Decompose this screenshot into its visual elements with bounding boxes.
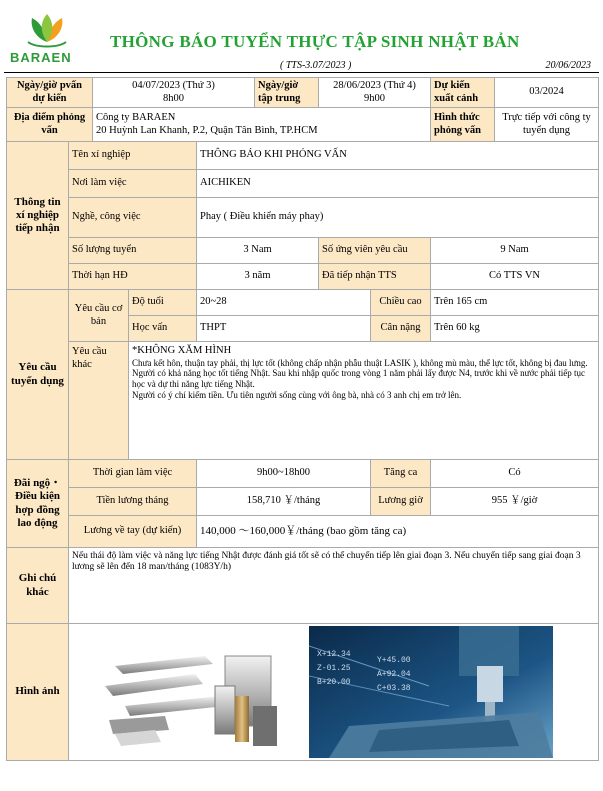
other-requirements-cell (129, 342, 599, 460)
quantity-label: Số lượng tuyển (69, 238, 197, 264)
net-salary-label: Lương về tay (dự kiến) (69, 516, 197, 548)
header (0, 0, 603, 76)
interview-form-value: Trực tiếp với công ty tuyển dụng (495, 108, 599, 142)
workplace-label: Nơi làm việc (69, 170, 197, 198)
gather-time: 9h00 (364, 92, 386, 104)
company-name-label: Tên xí nghiệp (69, 142, 197, 170)
no-tattoo-requirement: *KHÔNG XĂM HÌNH (132, 345, 232, 356)
page-title: THÔNG BÁO TUYỂN THỰC TẬP SINH NHẬT BẢN (110, 32, 520, 51)
height-label: Chiều cao (371, 290, 431, 316)
basic-requirements-label: Yêu cầu cơ bản (69, 290, 129, 342)
monthly-salary-value: 158,710 ￥/tháng (197, 488, 371, 516)
age-label: Độ tuổi (129, 290, 197, 316)
education-value: THPT (197, 316, 371, 342)
recruitment-table (6, 77, 599, 761)
interview-date-label: Ngày/giờ pvấn dự kiến (7, 78, 93, 108)
contract-value: 3 năm (197, 264, 319, 290)
company-name-value: THÔNG BÁO KHI PHỎNG VẤN (197, 142, 599, 170)
job-label: Nghề, công việc (69, 198, 197, 238)
images-container (71, 626, 596, 758)
notes-section-label: Ghi chú khác (7, 548, 69, 624)
language-requirement: Người có khả năng học tốt tiếng Nhật. Sau khi nhập quốc trong vòng 1 năm phải lấy được N4, trước khi về nước phải tiếp tục học và dự thi năng lực tiếng Nhật. (132, 368, 585, 390)
height-value: Trên 165 cm (431, 290, 599, 316)
images-section-label: Hình ảnh (7, 624, 69, 761)
received-value: Có TTS VN (431, 264, 599, 290)
monthly-salary-label: Tiền lương tháng (69, 488, 197, 516)
age-value: 20~28 (197, 290, 371, 316)
cnc-readout-text: A+92.04 (377, 670, 411, 679)
interview-place-label: Địa điểm phỏng vấn (7, 108, 93, 142)
motivation-requirement: Người có ý chí kiếm tiền. Ưu tiên người sống cùng với ông bà, nhà có 3 anh chị em trở lên. (132, 389, 462, 400)
overtime-value: Có (431, 460, 599, 488)
job-value: Phay ( Điều khiển máy phay) (197, 198, 599, 238)
header-divider (4, 72, 599, 73)
steel-bars-image (85, 626, 293, 758)
weight-label: Cân nặng (371, 316, 431, 342)
education-label: Học vấn (129, 316, 197, 342)
gather-date-cell (319, 78, 431, 108)
requirements-section-label: Yêu cầu tuyển dụng (7, 290, 69, 460)
exit-value: 03/2024 (495, 78, 599, 108)
cnc-readout-text: B+20.00 (317, 678, 351, 687)
health-requirement: Chưa kết hôn, thuận tay phải, thị lực tốt (không chấp nhận phẫu thuật LASIK ), không mù màu, thể lực tốt, không bị đau lưng. (132, 357, 588, 368)
overtime-label: Tăng ca (371, 460, 431, 488)
cnc-readout-text: X+12.34 (317, 650, 351, 659)
interview-place-address: 20 Huỳnh Lan Khanh, P.2, Quận Tân Bình, TP.HCM (96, 124, 318, 136)
interview-place-cell (93, 108, 431, 142)
hourly-wage-label: Lương giờ (371, 488, 431, 516)
net-salary-value: 140,000 ～160,000￥/tháng (bao gồm tăng ca) (197, 516, 599, 548)
benefits-section-label: Đãi ngộ・Điều kiện hợp đồng lao động (7, 460, 69, 548)
cnc-readout-text: Z-01.25 (317, 664, 351, 673)
workplace-value: AICHIKEN (197, 170, 599, 198)
company-section-label: Thông tin xí nghiệp tiếp nhận (7, 142, 69, 290)
gather-date: 28/06/2023 (Thứ 4) (333, 79, 416, 91)
quantity-value: 3 Nam (197, 238, 319, 264)
hourly-wage-value: 955 ￥/giờ (431, 488, 599, 516)
candidates-label: Số ứng viên yêu cầu (319, 238, 431, 264)
exit-label: Dự kiến xuất cảnh (431, 78, 495, 108)
cnc-readout-text: Y+45.00 (377, 656, 411, 665)
interview-date: 04/07/2023 (Thứ 3) (132, 79, 215, 91)
gather-date-label: Ngày/giờ tập trung (255, 78, 319, 108)
interview-time: 8h00 (163, 92, 184, 104)
work-hours-value: 9h00~18h00 (197, 460, 371, 488)
interview-place-company: Công ty BARAEN (96, 111, 176, 123)
work-hours-label: Thời gian làm việc (69, 460, 197, 488)
candidates-value: 9 Nam (431, 238, 599, 264)
document-code: ( TTS-3.07/2023 ) (280, 60, 352, 71)
interview-form-label: Hình thức phỏng vấn (431, 108, 495, 142)
logo-text: BARAEN (10, 50, 72, 65)
received-label: Đã tiếp nhận TTS (319, 264, 431, 290)
images-cell (69, 624, 599, 761)
weight-value: Trên 60 kg (431, 316, 599, 342)
cnc-milling-image (309, 626, 553, 758)
document-date: 20/06/2023 (545, 60, 591, 71)
notes-text: Nếu thái độ làm việc và năng lực tiếng Nhật được đánh giá tốt sẽ có thể chuyển tiếp lên giai đoạn 3. Nếu chuyển tiếp sang giai đoạn 3 lương sẽ lên đến 18 man/tháng (1083Y/h) (69, 548, 599, 624)
contract-label: Thời hạn HĐ (69, 264, 197, 290)
cnc-readout-text: C+03.38 (377, 684, 411, 693)
interview-date-cell (93, 78, 255, 108)
other-requirements-label: Yêu cầu khác (69, 342, 129, 460)
